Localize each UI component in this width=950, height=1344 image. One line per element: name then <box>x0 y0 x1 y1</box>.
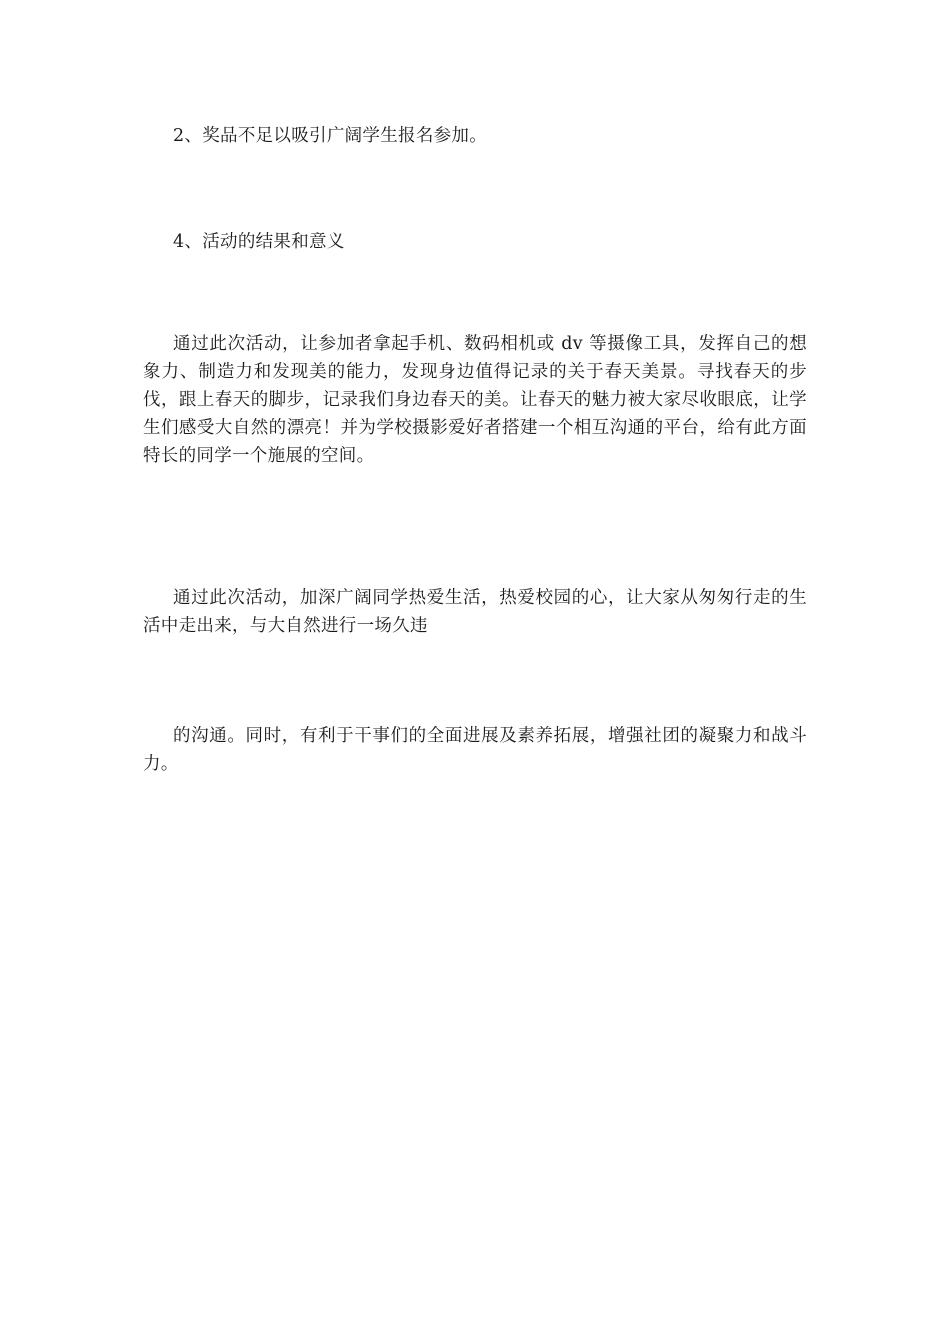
paragraph-activity-meaning: 通过此次活动，让参加者拿起手机、数码相机或 dv 等摄像工具，发挥自己的想象力、制造力和发现美的能力，发现身边值得记录的关于春天美景。寻找春天的步伐，跟上春天的脚步，记录我们身边春天的美。让春天的魅力被大家尽收眼底，让学生们感受大自然的漂亮！并为学校摄影爱好者搭建一个相互沟通的平台，给有此方面特长的同学一个施展的空间。 <box>143 334 807 466</box>
paragraph-communication: 的沟通。同时，有利于干事们的全面进展及素养拓展，增强社团的凝聚力和战斗力。 <box>143 726 807 774</box>
section-heading-results: 4、活动的结果和意义 <box>173 232 345 252</box>
paragraph-campus-love: 通过此次活动，加深广阔同学热爱生活，热爱校园的心，让大家从匆匆行走的生活中走出来，与大自然进行一场久违 <box>143 588 807 636</box>
paragraph-prize-issue: 2、奖品不足以吸引广阔学生报名参加。 <box>173 126 488 146</box>
